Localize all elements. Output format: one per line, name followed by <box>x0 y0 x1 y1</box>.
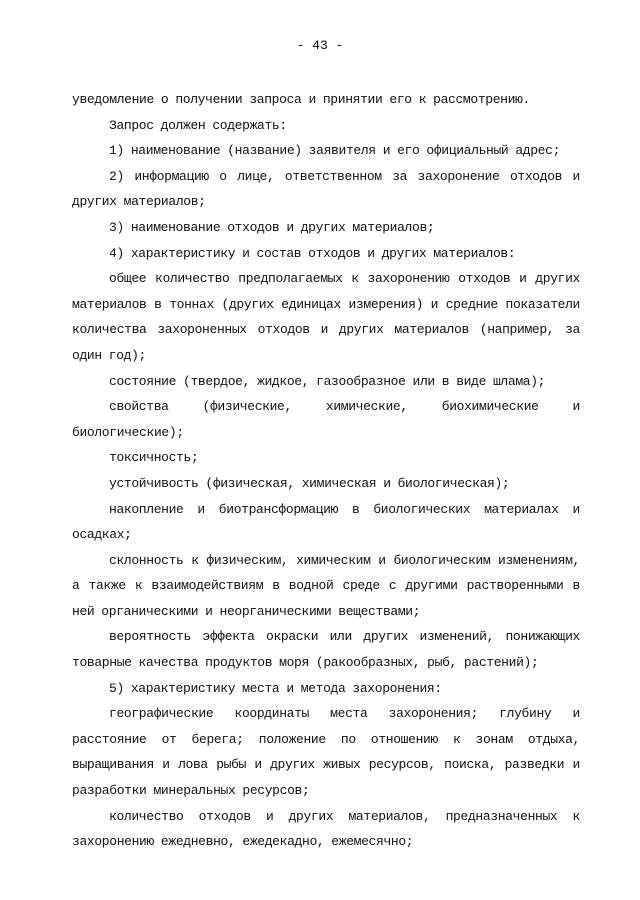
paragraph-request-contents: Запрос должен содержать: <box>109 117 287 133</box>
list-item-applicant-name: 1) наименование (название) заявителя и его официальный адрес; <box>109 143 561 159</box>
subitem-stability: устойчивость (физическая, химическая и биологическая); <box>109 475 510 491</box>
subitem-tendency: склонность к физическим, химическим и биологическим изменениям, а также к взаимодействиям в водной среде с другими растворенными в ней органическими и неорганическими веществами; <box>72 552 580 619</box>
subitem-toxicity: токсичность; <box>109 450 199 466</box>
subitem-total-quantity: общее количество предполагаемых к захоронению отходов и других материалов в тоннах (других единицах измерения) и средние показатели количества захороненных отходов и других материалов (например, за один год); <box>72 271 580 363</box>
list-item-waste-name: 3) наименование отходов и других материалов; <box>109 219 435 235</box>
paragraph-notification: уведомление о получении запроса и принятии его к рассмотрению. <box>72 92 530 107</box>
list-item-responsible-person: 2) информацию о лице, ответственном за захоронение отходов и других материалов; <box>72 168 580 210</box>
subitem-state: состояние (твердое, жидкое, газообразное или в виде шлама); <box>109 373 546 389</box>
subitem-properties: свойства (физические, химические, биохимические и биологические); <box>72 399 580 440</box>
page-number: - 43 - <box>296 38 344 53</box>
document-body <box>72 87 580 855</box>
subitem-coloring-probability: вероятность эффекта окраски или других изменений, понижающих товарные качества продуктов моря (ракообразных, рыб, растений); <box>72 629 580 671</box>
list-item-site-characteristics: 5) характеристику места и метода захоронения: <box>109 680 442 696</box>
subitem-coordinates: географические координаты места захоронения; глубину и расстояние от берега; положение по отношению к зонам отдыха, выращивания и лова рыбы и других живых ресурсов, поиска, разведки и разработки минеральных ресурсов; <box>72 706 580 799</box>
subitem-quantity-schedule: количество отходов и других материалов, предназначенных к захоронению ежедневно, ежедекадно, ежемесячно; <box>72 808 580 850</box>
list-item-waste-characteristics: 4) характеристику и состав отходов и других материалов: <box>109 245 516 261</box>
subitem-accumulation: накопление и биотрансформацию в биологических материалах и осадках; <box>72 501 580 543</box>
